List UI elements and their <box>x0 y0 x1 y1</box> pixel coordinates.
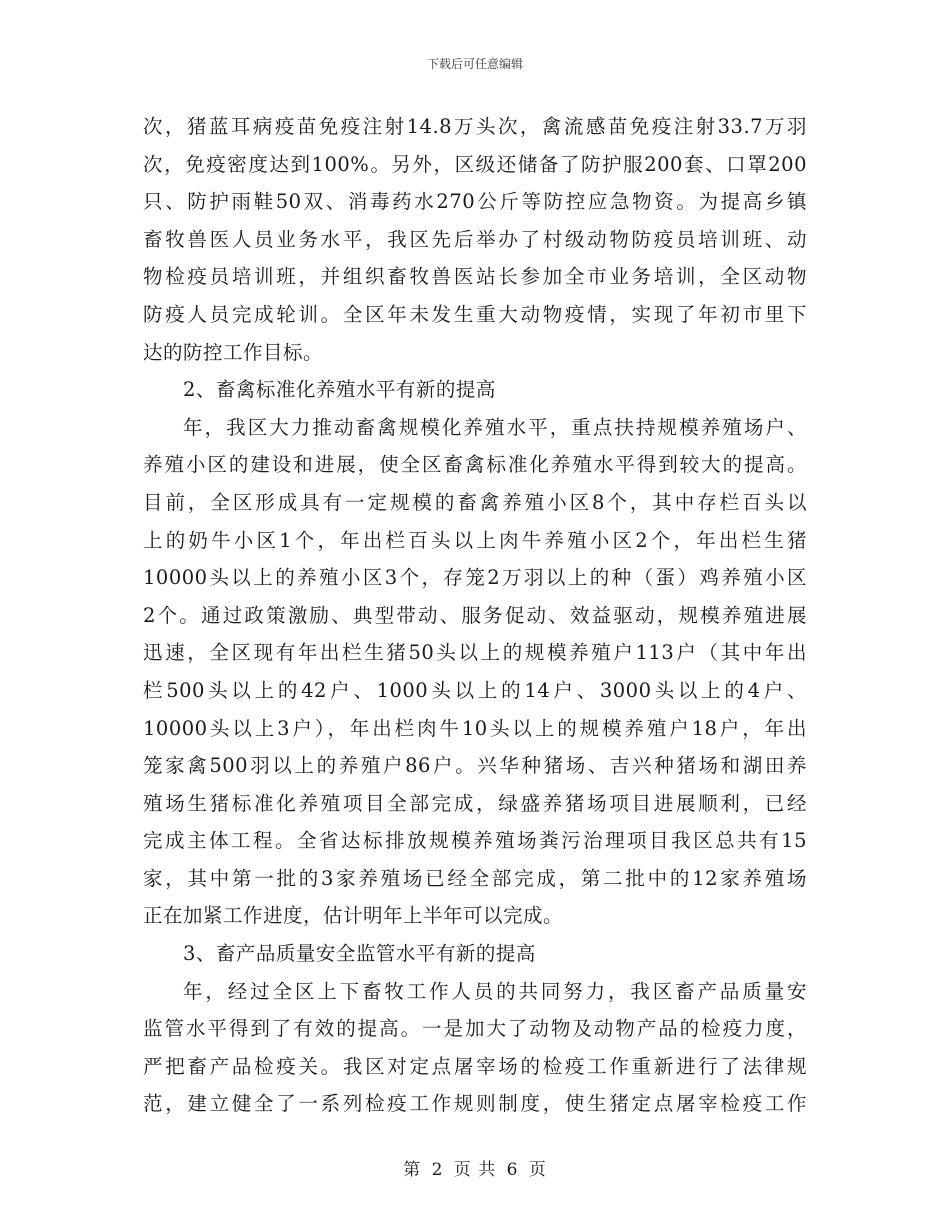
text-line: 年，我区大力推动畜禽规模化养殖水平，重点扶持规模养殖场户、 <box>183 415 807 439</box>
text-line: 10000头以上3户），年出栏肉牛10头以上的规模养殖户18户，年出 <box>143 716 807 740</box>
text-line: 殖场生猪标准化养殖项目全部完成，绿盛养猪场项目进展顺利，已经 <box>143 791 807 815</box>
page-total: 6 <box>506 1160 519 1180</box>
page-label-suffix: 页 <box>528 1160 547 1180</box>
text-line: 范，建立健全了一系列检疫工作规则制度，使生猪定点屠宰检疫工作 <box>143 1092 807 1116</box>
text-line: 上的奶牛小区1个，年出栏百头以上肉牛养殖小区2个，年出栏生猪 <box>143 528 807 552</box>
section-heading: 3、畜产品质量安全监管水平有新的提高 <box>183 942 536 966</box>
text-line: 笼家禽500羽以上的养殖户86户。兴华种猪场、吉兴种猪场和湖田养 <box>143 754 807 778</box>
text-line: 正在加紧工作进度，估计明年上半年可以完成。 <box>143 904 564 928</box>
text-line: 畜牧兽医人员业务水平，我区先后举办了村级动物防疫员培训班、动 <box>143 227 807 251</box>
text-line: 家，其中第一批的3家养殖场已经全部完成，第二批中的12家养殖场 <box>143 866 807 890</box>
text-line: 严把畜产品检疫关。我区对定点屠宰场的检疫工作重新进行了法律规 <box>143 1054 807 1078</box>
text-line: 完成主体工程。全省达标排放规模养殖场粪污治理项目我区总共有15 <box>143 829 807 853</box>
page-current: 2 <box>431 1160 444 1180</box>
text-line: 年，经过全区上下畜牧工作人员的共同努力，我区畜产品质量安 <box>183 979 807 1003</box>
section-heading: 2、畜禽标准化养殖水平有新的提高 <box>183 378 496 402</box>
page-label-prefix: 第 <box>403 1160 422 1180</box>
text-line: 只、防护雨鞋50双、消毒药水270公斤等防控应急物资。为提高乡镇 <box>143 190 807 214</box>
document-body <box>143 108 807 1123</box>
text-line: 次，免疫密度达到100%。另外，区级还储备了防护服200套、口罩200 <box>143 152 807 176</box>
text-line: 达的防控工作目标。 <box>143 340 324 364</box>
page-footer <box>0 1155 950 1180</box>
text-line: 栏500头以上的42户、1000头以上的14户、3000头以上的4户、 <box>143 678 807 702</box>
text-line: 监管水平得到了有效的提高。一是加大了动物及动物产品的检疫力度， <box>143 1017 807 1041</box>
text-line: 次，猪蓝耳病疫苗免疫注射14.8万头次，禽流感苗免疫注射33.7万羽 <box>143 115 807 138</box>
text-line: 2个。通过政策激励、典型带动、服务促动、效益驱动，规模养殖进展 <box>143 603 807 627</box>
text-line: 10000头以上的养殖小区3个，存笼2万羽以上的种（蛋）鸡养殖小区 <box>143 566 807 590</box>
text-line: 目前，全区形成具有一定规模的畜禽养殖小区8个，其中存栏百头以 <box>143 490 807 514</box>
page-label-middle: 页 共 <box>453 1160 497 1180</box>
text-line: 迅速，全区现有年出栏生猪50头以上的规模养殖户113户（其中年出 <box>143 641 807 665</box>
text-line: 养殖小区的建设和进展，使全区畜禽标准化养殖水平得到较大的提高。 <box>143 453 807 477</box>
text-line: 防疫人员完成轮训。全区年未发生重大动物疫情，实现了年初市里下 <box>143 302 807 326</box>
download-note: 下载后可任意编辑 <box>426 57 523 71</box>
text-line: 物检疫员培训班，并组织畜牧兽医站长参加全市业务培训，全区动物 <box>143 265 807 289</box>
